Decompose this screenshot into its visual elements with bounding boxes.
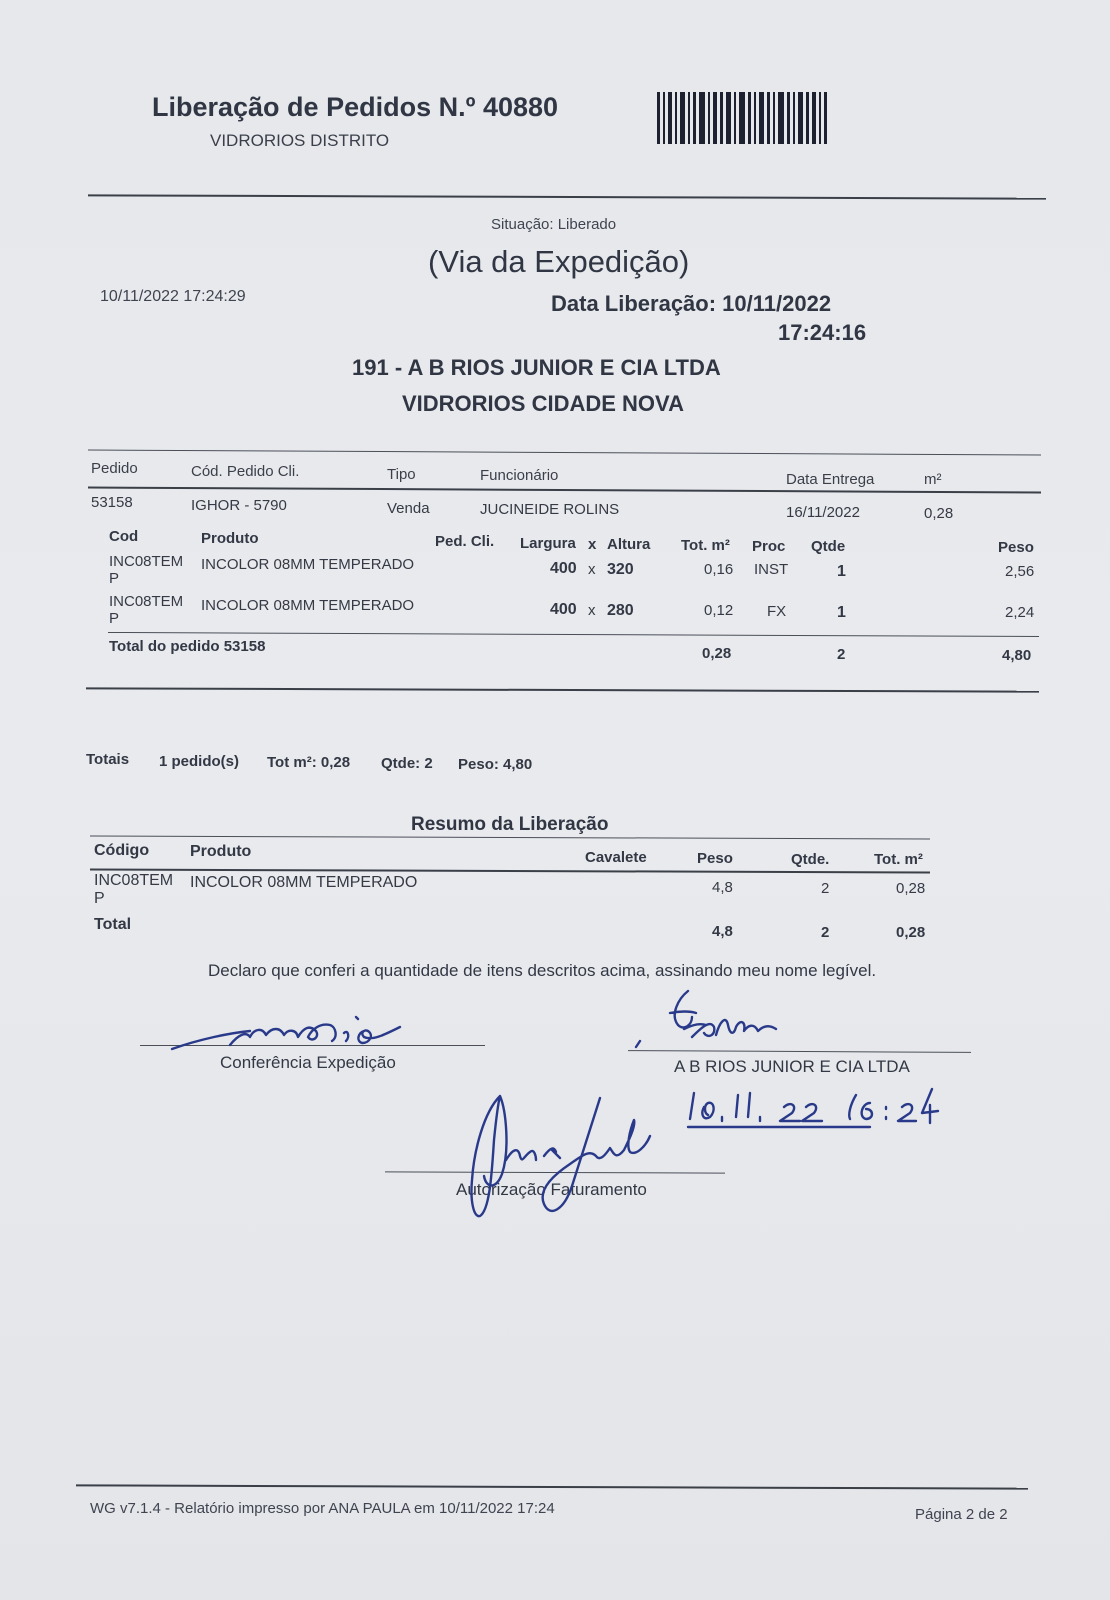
row-pedido: 53158 xyxy=(91,494,133,511)
resumo-total-qtde: 2 xyxy=(821,924,830,941)
item-header-proc: Proc xyxy=(752,538,786,555)
cliente-label: A B RIOS JUNIOR E CIA LTDA xyxy=(674,1057,910,1076)
totais-qtde: Qtde: 2 xyxy=(381,755,433,772)
resumo-total-peso: 4,8 xyxy=(712,923,733,940)
cliente-signature-icon xyxy=(630,985,800,1055)
resumo-top-rule xyxy=(90,836,930,840)
totais-m2: Tot m²: 0,28 xyxy=(267,754,351,771)
printed-timestamp: 10/11/2022 17:24:29 xyxy=(100,288,246,305)
item-2-tot-m2: 0,12 xyxy=(704,602,734,619)
order-total-peso: 4,80 xyxy=(1002,647,1032,664)
data-liberacao: Data Liberação: 10/11/2022 xyxy=(551,291,832,316)
order-table-bottom-rule xyxy=(86,687,1039,692)
header-tipo: Tipo xyxy=(387,466,416,483)
conferencia-label: Conferência Expedição xyxy=(220,1053,396,1072)
declaration-text: Declaro que conferi a quantidade de itens descritos acima, assinando meu nome legível. xyxy=(208,961,877,980)
client-name: 191 - A B RIOS JUNIOR E CIA LTDA xyxy=(352,355,721,380)
item-2-cod-line1: INC08TEM xyxy=(109,593,184,610)
autorizacao-signature-icon xyxy=(440,1090,670,1230)
resumo-total-label: Total xyxy=(94,916,132,933)
item-1-proc: INST xyxy=(754,561,789,578)
resumo-header-codigo: Código xyxy=(94,842,150,859)
resumo-row-qtde: 2 xyxy=(821,880,830,897)
header-funcionario: Funcionário xyxy=(480,467,559,484)
totais-label: Totais xyxy=(86,751,130,768)
header-pedido: Pedido xyxy=(91,460,138,477)
item-header-peso: Peso xyxy=(998,539,1034,556)
order-total-label: Total do pedido 53158 xyxy=(109,638,266,655)
item-1-altura: 320 xyxy=(607,561,634,578)
item-1-x: x xyxy=(588,561,596,578)
item-header-produto: Produto xyxy=(201,530,259,547)
order-table-top-rule xyxy=(88,450,1041,456)
item-header-ped-cli: Ped. Cli. xyxy=(435,533,495,550)
totais-pedidos: 1 pedido(s) xyxy=(159,753,240,770)
item-header-x: x xyxy=(588,536,597,553)
document-title: Liberação de Pedidos N.º 40880 xyxy=(152,92,559,122)
item-header-altura: Altura xyxy=(607,536,651,553)
item-1-cod-line2: P xyxy=(109,570,120,587)
order-total-rule xyxy=(108,632,1039,637)
resumo-total-tot-m2: 0,28 xyxy=(896,924,926,941)
item-2-cod-line2: P xyxy=(109,610,120,627)
footer-rule xyxy=(76,1484,1028,1489)
header-m2: m² xyxy=(924,471,942,488)
resumo-header-rule xyxy=(90,869,930,874)
resumo-header-qtde: Qtde. xyxy=(791,851,830,868)
conferencia-signature-icon xyxy=(160,1005,420,1055)
item-2-produto: INCOLOR 08MM TEMPERADO xyxy=(201,597,415,614)
company-name: VIDRORIOS DISTRITO xyxy=(210,131,390,150)
item-2-qtde: 1 xyxy=(837,604,846,621)
resumo-row-peso: 4,8 xyxy=(712,879,733,896)
item-1-largura: 400 xyxy=(550,560,577,577)
resumo-row-codigo-line1: INC08TEM xyxy=(94,872,174,889)
barcode-icon xyxy=(657,92,827,144)
header-data-entrega: Data Entrega xyxy=(786,471,875,488)
resumo-row-codigo-line2: P xyxy=(94,890,105,907)
header-cod-pedido-cli: Cód. Pedido Cli. xyxy=(191,463,300,480)
client-store: VIDRORIOS CIDADE NOVA xyxy=(402,391,684,416)
item-1-qtde: 1 xyxy=(837,563,846,580)
resumo-header-peso: Peso xyxy=(697,850,733,867)
autorizacao-label: Autorização Faturamento xyxy=(456,1180,647,1199)
item-1-cod-line1: INC08TEM xyxy=(109,553,184,570)
item-header-largura: Largura xyxy=(520,535,576,552)
resumo-header-produto: Produto xyxy=(190,843,252,860)
totais-peso: Peso: 4,80 xyxy=(458,756,533,773)
footer-report-info: WG v7.1.4 - Relatório impresso por ANA PAULA em 10/11/2022 17:24 xyxy=(90,1500,555,1517)
row-data-entrega: 16/11/2022 xyxy=(786,504,860,521)
hora-liberacao: 17:24:16 xyxy=(778,320,867,345)
item-1-peso: 2,56 xyxy=(1005,563,1035,580)
footer-page-number: Página 2 de 2 xyxy=(915,1506,1008,1523)
resumo-row-produto: INCOLOR 08MM TEMPERADO xyxy=(190,874,418,891)
resumo-title: Resumo da Liberação xyxy=(411,814,609,835)
item-1-cod xyxy=(109,553,183,587)
handwritten-date-icon xyxy=(680,1085,950,1135)
via-label: (Via da Expedição) xyxy=(428,244,690,279)
resumo-header-tot-m2: Tot. m² xyxy=(874,851,923,868)
resumo-row-codigo xyxy=(94,872,173,908)
item-2-altura: 280 xyxy=(607,602,634,619)
item-2-peso: 2,24 xyxy=(1005,604,1035,621)
order-total-qtde: 2 xyxy=(837,646,846,663)
item-header-tot-m2: Tot. m² xyxy=(681,537,730,554)
row-m2: 0,28 xyxy=(924,505,954,522)
order-table-header-rule xyxy=(88,487,1041,494)
situacao-label: Situação: Liberado xyxy=(491,216,617,233)
resumo-header-cavalete: Cavalete xyxy=(585,849,647,866)
header-divider xyxy=(88,194,1046,199)
item-2-x: x xyxy=(588,602,596,619)
item-1-produto: INCOLOR 08MM TEMPERADO xyxy=(201,556,415,573)
item-header-qtde: Qtde xyxy=(811,538,846,555)
row-tipo: Venda xyxy=(387,500,430,517)
item-1-tot-m2: 0,16 xyxy=(704,561,734,578)
item-2-cod xyxy=(109,593,183,627)
item-2-proc: FX xyxy=(767,603,787,620)
row-funcionario: JUCINEIDE ROLINS xyxy=(480,501,620,518)
item-2-largura: 400 xyxy=(550,601,577,618)
item-header-cod: Cod xyxy=(109,528,139,545)
row-cod-pedido-cli: IGHOR - 5790 xyxy=(191,497,287,514)
order-total-m2: 0,28 xyxy=(702,645,732,662)
resumo-row-tot-m2: 0,28 xyxy=(896,880,926,897)
